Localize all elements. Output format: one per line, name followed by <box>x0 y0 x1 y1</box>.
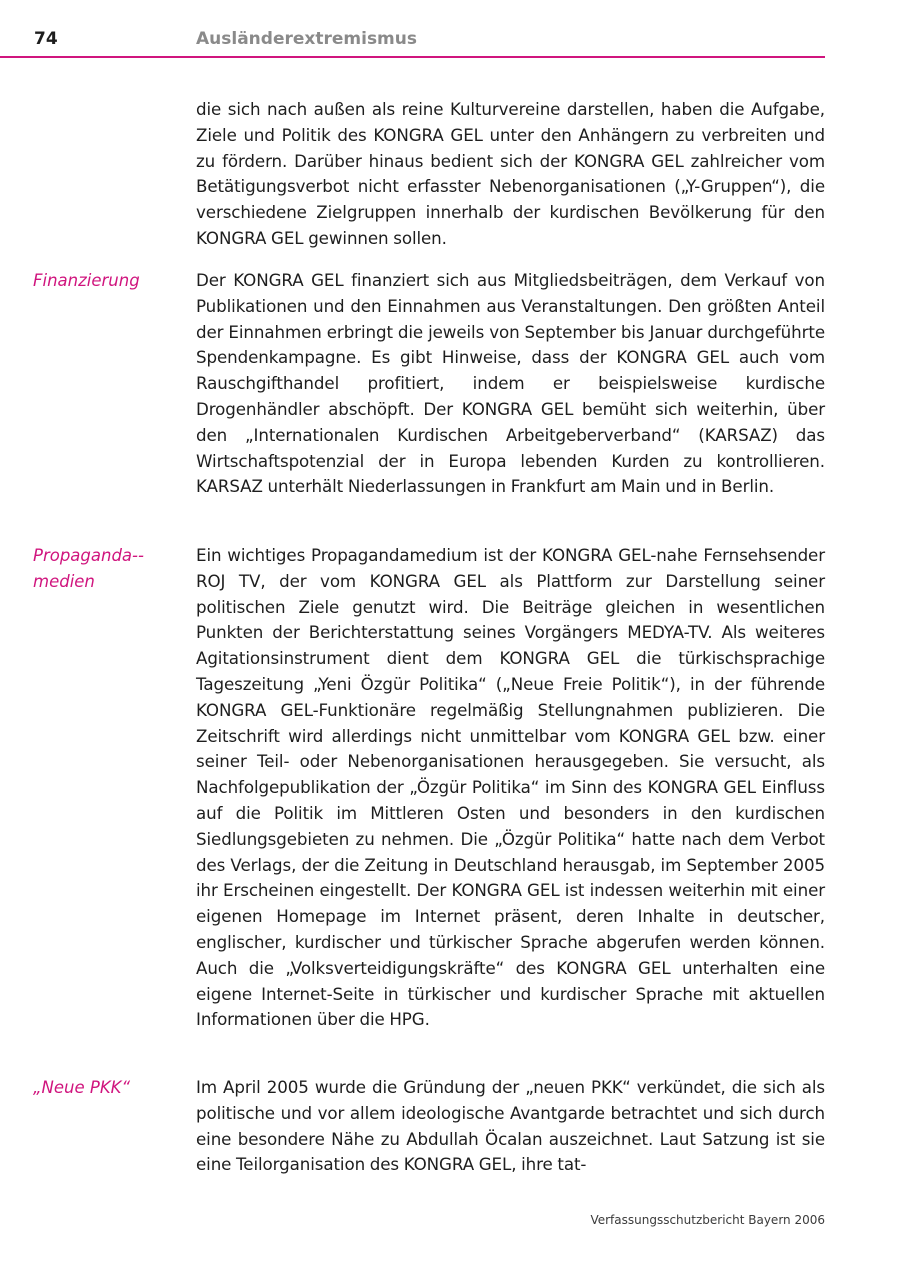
page-header <box>0 24 825 58</box>
margin-label-propagandamedien: Propaganda-medien <box>33 546 144 591</box>
margin-label-neue-pkk: „Neue PKK“ <box>33 1078 131 1097</box>
body-paragraph: Im April 2005 wurde die Gründung der „neuen PKK“ verkündet, die sich als politische und vor allem ideologische Avantgarde betrachtet und sich durch eine besondere Nähe zu Abdullah Öcalan auszeichnet. Laut Satzung ist sie eine Teilorganisation des KONGRA GEL, ihre tat- <box>196 1077 825 1175</box>
body-paragraph: die sich nach außen als reine Kulturvereine darstellen, haben die Aufgabe, Ziele und Politik des KONGRA GEL unter den Anhängern zu verbreiten und zu fördern. Darüber hinaus bedient sich der KONGRA GEL zahlreicher vom Betätigungsverbot nicht erfasster Nebenorganisationen („Y-Gruppen“), die verschiedene Zielgruppen innerhalb der kurdischen Bevölkerung für den KONGRA GEL gewinnen sollen. <box>196 99 825 248</box>
page-number: 74 <box>34 29 58 49</box>
margin-label-finanzierung: Finanzierung <box>33 271 140 290</box>
body-paragraph: Der KONGRA GEL finanziert sich aus Mitgliedsbeiträgen, dem Verkauf von Publikationen und den Einnahmen aus Veranstaltungen. Den größten Anteil der Einnahmen erbringt die jeweils von September bis Januar durchgeführte Spendenkampagne. Es gibt Hinweise, dass der KONGRA GEL auch vom Rauschgifthandel profitiert, indem er beispielsweise kurdische Drogenhändler abschöpft. Der KONGRA GEL bemüht sich weiterhin, über den „Internationalen Kurdischen Arbeitgeberverband“ (KARSAZ) das Wirtschaftspotenzial der in Europa lebenden Kurden zu kontrollieren. KARSAZ unterhält Niederlassungen in Frankfurt am Main und in Berlin. <box>196 270 825 497</box>
running-title: Ausländerextremismus <box>196 29 417 49</box>
page-footer: Verfassungsschutzbericht Bayern 2006 <box>590 1213 825 1227</box>
body-paragraph: Ein wichtiges Propagandamedium ist der KONGRA GEL-nahe Fernsehsender ROJ TV, der vom KONGRA GEL als Plattform zur Darstellung seiner politischen Ziele genutzt wird. Die Beiträge gleichen in wesentlichen Punkten der Berichterstattung seines Vorgängers MEDYA-TV. Als weiteres Agitationsinstrument dient dem KONGRA GEL die türkischsprachige Tageszeitung „Yeni Özgür Politika“ („Neue Freie Politik“), in der führende KONGRA GEL-Funktionäre regelmäßig Stellungnahmen publizieren. Die Zeitschrift wird allerdings nicht unmittelbar vom KONGRA GEL bzw. einer seiner Teil- oder Nebenorganisationen herausgegeben. Sie versucht, als Nachfolgepublikation der „Özgür Politika“ im Sinn des KONGRA GEL Einfluss auf die Politik im Mittleren Osten und besonders in den kurdischen Siedlungsgebieten zu nehmen. Die „Özgür Politika“ hatte nach dem Verbot des Verlags, der die Zeitung in Deutschland herausgab, im September 2005 ihr Erscheinen eingestellt. Der KONGRA GEL ist indessen weiterhin mit einer eigenen Homepage im Internet präsent, deren Inhalte in deutscher, englischer, kurdischer und türkischer Sprache abgerufen werden können. Auch die „Volksverteidigungskräfte“ des KONGRA GEL unterhalten eine eigene Internet-Seite in türkischer und kurdischer Sprache mit aktuellen Informationen über die HPG. <box>196 545 825 1030</box>
